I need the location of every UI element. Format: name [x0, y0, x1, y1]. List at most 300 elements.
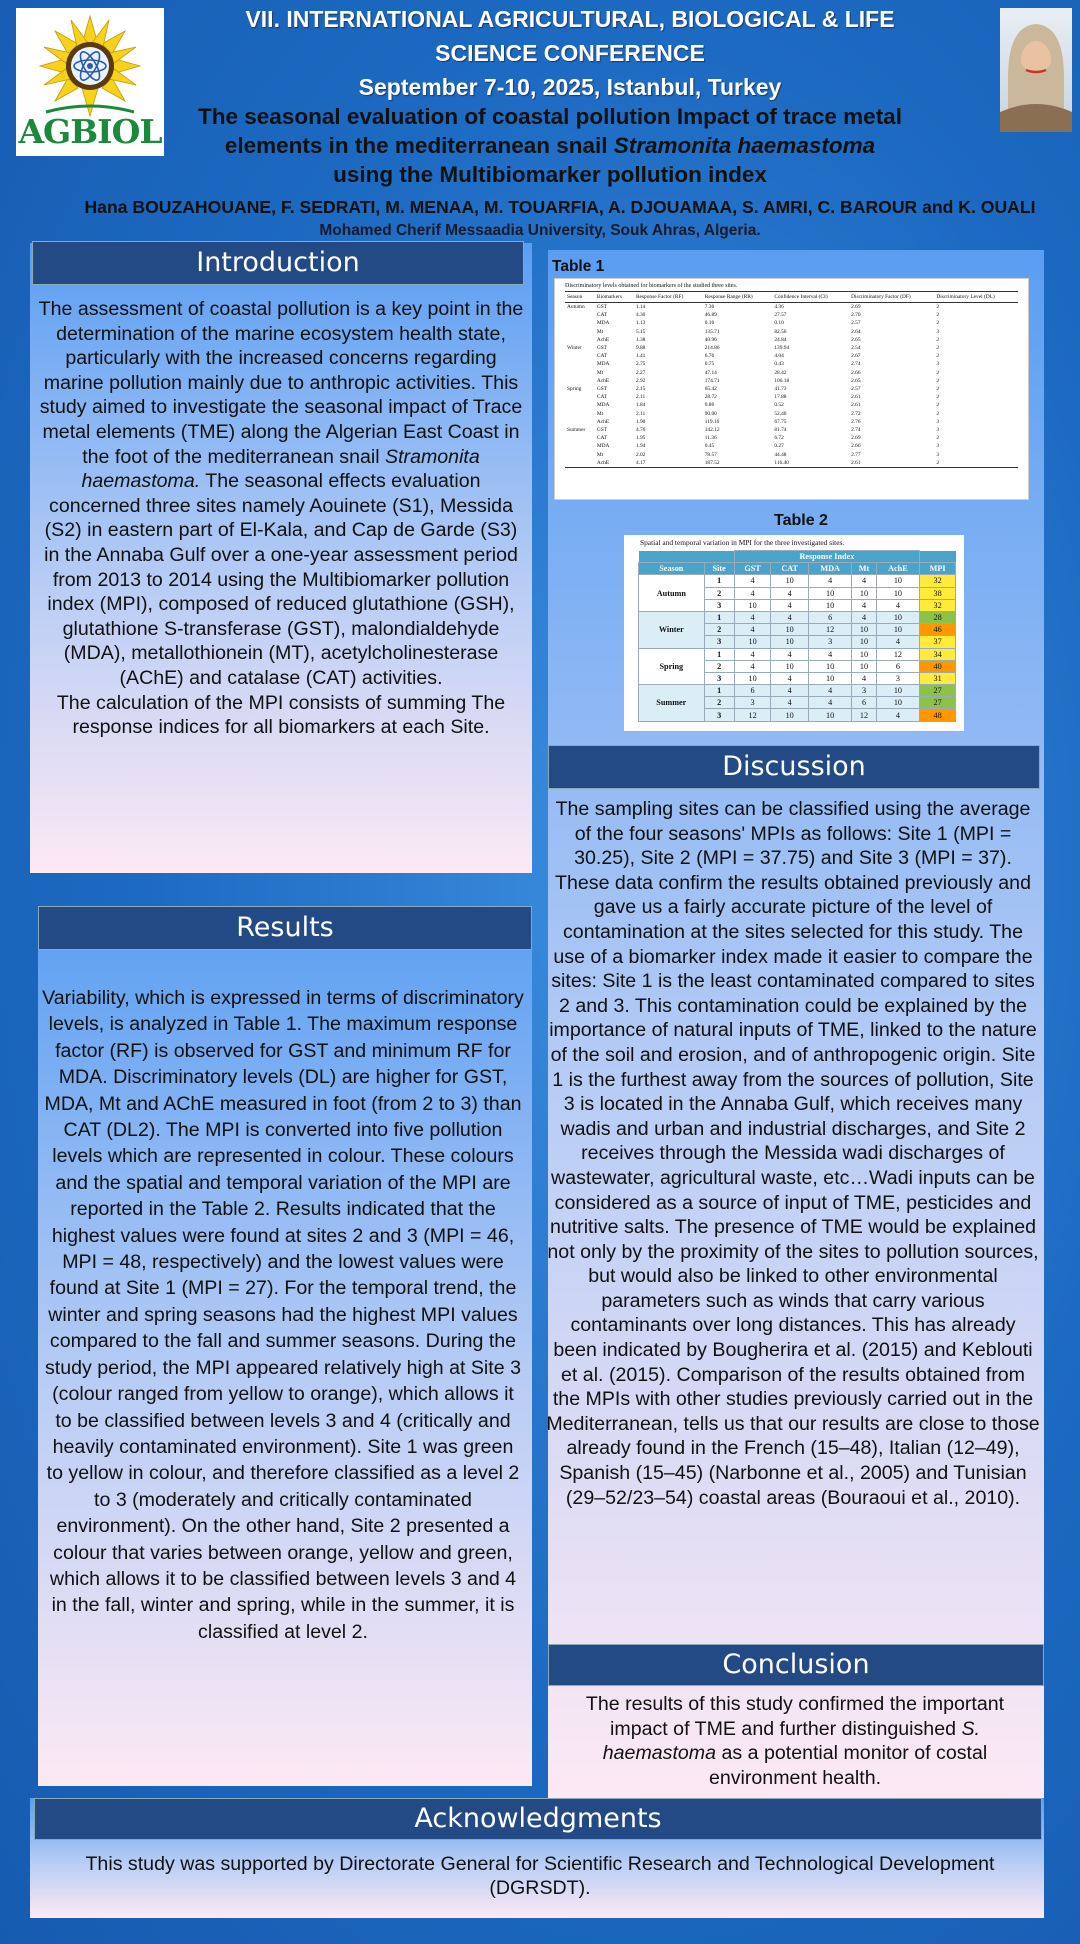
table1-cell: 2.61: [851, 459, 861, 466]
introduction-mpi-text: The calculation of the MPI consists of summing The response indices for all biomarkers at each Site.: [56, 691, 506, 739]
acknowledgments-text: This study was supported by Directorate General for Scientific Research and Technological Development (DGRSDT).: [85, 1853, 995, 1899]
table1-cell: Mt: [596, 328, 604, 335]
table1-cell: 27.57: [774, 312, 787, 319]
table2-col-header: MDA: [808, 563, 852, 575]
table1-cell: 65.42: [704, 386, 717, 393]
table1-cell: 0.86: [704, 402, 715, 409]
table2-cell: 4: [734, 611, 771, 623]
table1-cell: 2.54: [851, 345, 861, 352]
species-name: Stramonita haemastoma.: [81, 445, 480, 493]
table2-cell: 10: [808, 709, 852, 721]
table1-cell: 2: [936, 402, 940, 409]
table1-cell: [565, 319, 595, 327]
table2-site: 3: [704, 599, 734, 611]
table2-site: 3: [704, 636, 734, 648]
table1-col-header: Season: [565, 292, 595, 303]
table2-cell: 10: [771, 575, 808, 587]
table1-cell: [565, 451, 595, 459]
table2-label: Table 2: [774, 512, 828, 529]
introduction-text: [38, 297, 524, 740]
table2-cell: 4: [771, 685, 808, 697]
table1-cell: 2.76: [851, 418, 861, 425]
table2-cell: 10: [876, 575, 920, 587]
table1-cell: Winter: [567, 345, 582, 352]
table1-col-header: Confidence Interval (CI): [772, 292, 849, 303]
table1-cell: Mt: [596, 410, 604, 417]
table1-cell: [565, 459, 595, 468]
table2-cell: 4: [852, 611, 876, 623]
table1-cell: 2.02: [635, 451, 646, 458]
table1-cell: 0.10: [774, 320, 784, 327]
table1-cell: 0.45: [704, 443, 715, 450]
affiliation: Mohamed Cherif Messaadia University, Souk Ahras, Algeria.: [319, 222, 761, 239]
table1-cell: 3: [936, 328, 940, 335]
table2-cell: 4: [771, 697, 808, 709]
discussion-text: The sampling sites can be classified using the average of the four seasons' MPIs as follows: Site 1 (MPI = 30.25), Site 2 (MPI = 37.75) and Site 3 (MPI = 37). These data confirm the results obtained previously and gave us a fairly accurate picture of the level of contamination at the sites selected for this study. The use of a biomarker index made it easier to compare the sites: Site 1 is the least contaminated compared to sites 2 and 3. This contamination could be explained by the importance of natural inputs of TME, linked to the nature of the soil and erosion, and of anthropogenic origin. Site 1 is the furthest away from the sources of pollution, Site 3 is located in the Annaba Gulf, which receives many wadis and urban and industrial discharges, and Site 2 receives through the Messida wadi discharges of wastewater, agricultural waste, etc…Wadi inputs can be considered as a source of input of TME, pesticides and nutritive salts. The presence of TME would be explained not only by the proximity of the sites to pollution sources, but would also be linked to other environmental parameters such as winds that carry various contaminants over long distances. This has already been indicated by Bougherira et al. (2015) and Keblouti et al. (2015). Comparison of the results obtained from the MPIs with other studies previously carried out in the Mediterranean, tells us that our results are close to those already found in the French (15–48), Italian (12–49), Spanish (15–45) (Narbonne et al., 2005) and Tunisian (29–52/23–54) coastal areas (Bouraoui et al., 2010).: [546, 798, 1040, 1509]
table1-cell: 2.66: [851, 443, 861, 450]
table1-cell: 2.61: [851, 394, 861, 401]
table1-col-header: Discriminatory Level (DL): [934, 292, 1018, 303]
table1-cell: 2: [936, 369, 940, 376]
author-photo: [1000, 8, 1072, 132]
table1-cell: 187.52: [704, 459, 720, 466]
table1-cell: 3: [936, 418, 940, 425]
table2-cell: 10: [852, 587, 876, 599]
table2-cell: 10: [734, 672, 771, 684]
table1-cell: 174.71: [704, 377, 720, 384]
table2-cell: 4: [771, 611, 808, 623]
table1-cell: 5.15: [635, 328, 646, 335]
table1-cell: 90.00: [704, 410, 717, 417]
table2-cell: 4: [808, 648, 852, 660]
table2-cell: 4: [808, 697, 852, 709]
table2-caption: Spatial and temporal variation in MPI for the three investigated sites.: [640, 538, 845, 547]
table1: [554, 278, 1029, 500]
table1-cell: 135.71: [704, 328, 720, 335]
results-text: Variability, which is expressed in terms of discriminatory levels, is analyzed in Table 1. The maximum response factor (RF) is observed for GST and minimum RF for MDA. Discriminatory levels (DL) are higher for GST, MDA, Mt and AChE measured in foot (from 2 to 3) than CAT (DL2). The MPI is converted into five pollution levels which are represented in colour. These colours and the spatial and temporal variation of the MPI are reported in the Table 2. Results indicated that the highest values were found at sites 2 and 3 (MPI = 46, MPI = 48, respectively) and the lowest values were found at Site 1 (MPI = 27). For the temporal trend, the winter and spring seasons had the highest MPI values compared to the fall and summer seasons. During the study period, the MPI appeared relatively high at Site 3 (colour ranged from yellow to orange), which allows it to be classified between levels 3 and 4 (critically and heavily contaminated environment). Site 1 was green to yellow in colour, and therefore classified as a level 2 to 3 (moderately and critically contaminated environment). On the other hand, Site 2 presented a colour that varies between orange, yellow and green, which allows it to be classified between levels 3 and 4 in the fall, winter and spring, while in the summer, it is classified at level 2.: [42, 987, 524, 1643]
table1-cell: 1.84: [635, 402, 646, 409]
table2-cell: 10: [771, 624, 808, 636]
table2-group-header: Response Index: [734, 551, 919, 563]
table2-col-header: Season: [639, 563, 705, 575]
table1-row: [565, 319, 1018, 327]
table1-cell: 2.11: [635, 394, 646, 401]
table1-cell: 81.74: [774, 427, 787, 434]
table2-cell: 10: [734, 599, 771, 611]
table2-cell: 10: [808, 587, 852, 599]
table1-cell: 3: [936, 451, 940, 458]
table2-site: 1: [704, 648, 734, 660]
table1-cell: 3: [936, 361, 940, 368]
table1-cell: GST: [596, 427, 608, 434]
table1-cell: [565, 393, 595, 401]
table1-col-header: Response Range (RR): [703, 292, 773, 303]
table1-cell: 2.27: [635, 369, 646, 376]
introduction-heading: Introduction: [32, 241, 524, 285]
table2-cell: 10: [771, 660, 808, 672]
table1-col-header: Biomarkers: [595, 292, 634, 303]
table1-cell: MDA: [596, 361, 610, 368]
table1-row: [565, 344, 1018, 352]
table2-cell: 3: [734, 697, 771, 709]
table2-cell: 3: [876, 672, 920, 684]
table1-cell: AchE: [596, 418, 610, 425]
table1-cell: AchE: [596, 336, 610, 343]
table1-cell: AchE: [596, 459, 610, 466]
table1-cell: 2: [936, 336, 940, 343]
agbiol-logo: [16, 8, 164, 156]
table2-season: Winter: [639, 611, 705, 648]
table1-cell: 2.70: [851, 312, 861, 319]
table1-cell: 2: [936, 459, 940, 466]
table1-cell: MDA: [596, 443, 610, 450]
table2-cell: 4: [734, 648, 771, 660]
table2-site: 1: [704, 575, 734, 587]
table2-col-header: GST: [734, 563, 771, 575]
table1-cell: 2.61: [851, 402, 861, 409]
table1-cell: 119.16: [704, 418, 720, 425]
table1-cell: 2.57: [851, 320, 861, 327]
table1-cell: 4.04: [774, 353, 784, 360]
table1-cell: 2: [936, 320, 940, 327]
table1-cell: 142.12: [704, 427, 720, 434]
table1-cell: 4.36: [774, 304, 784, 310]
logo-text: AGBIOL: [18, 112, 162, 151]
poster-title-line1: The seasonal evaluation of coastal pollution Impact of trace metal: [198, 104, 902, 129]
table2-cell: 4: [734, 575, 771, 587]
table2-cell: 12: [734, 709, 771, 721]
table1-cell: 2: [936, 435, 940, 442]
table2-cell: 10: [808, 672, 852, 684]
table2-cell: 4: [734, 624, 771, 636]
table1-cell: 214.86: [704, 345, 720, 352]
table1-cell: CAT: [596, 435, 608, 442]
table2-cell: 4: [876, 636, 920, 648]
table1-cell: GST: [596, 304, 608, 310]
conclusion-text: [570, 1692, 1020, 1790]
table1-cell: 41.73: [774, 386, 787, 393]
table1-cell: [565, 401, 595, 409]
conclusion-heading: Conclusion: [548, 1644, 1044, 1686]
table1-cell: [565, 377, 595, 385]
introduction-text-part1: The assessment of coastal pollution is a key point in the determination of the marine ecosystem health state, particularly with the increased concerns regarding marine pollution mainly due to anthropic activities. This study aimed to investigate the seasonal impact of Trace metal elements (TME) along the Algerian East Coast in the foot of the mediterranean snail: [38, 298, 524, 468]
table1-caption: Discriminatory levels obtained for biomarkers of the studied three sites.: [565, 283, 738, 289]
discussion-heading: Discussion: [548, 745, 1040, 789]
table2-cell: 10: [852, 648, 876, 660]
conclusion-text-part2: as a potential monitor of costal environment health.: [708, 1742, 988, 1789]
table1-cell: 0.75: [704, 361, 715, 368]
table1-cell: [565, 360, 595, 368]
table1-cell: 2.92: [635, 377, 646, 384]
table1-cell: 1.95: [635, 435, 646, 442]
table2-col-header: Site: [704, 563, 734, 575]
table1-cell: 2: [936, 394, 940, 401]
table1-cell: [565, 311, 595, 319]
table1-cell: 0.52: [774, 402, 784, 409]
table1-cell: GST: [596, 345, 608, 352]
table2-row: [639, 648, 956, 660]
table2-cell: 10: [876, 685, 920, 697]
table1-cell: GST: [596, 386, 608, 393]
table2-cell: 6: [876, 660, 920, 672]
table1-cell: 28.42: [774, 369, 787, 376]
table1-cell: 2.69: [851, 435, 861, 442]
table2-mpi-cell: 27: [920, 697, 956, 709]
table1-cell: 0.16: [704, 320, 715, 327]
table1-cell: 2.15: [635, 386, 646, 393]
table2-mpi-cell: 34: [920, 648, 956, 660]
table1-row: [565, 418, 1018, 426]
table1-cell: 1.38: [635, 336, 646, 343]
table1-cell: 46.89: [704, 312, 717, 319]
table1-cell: 2: [936, 353, 940, 360]
table1-cell: 47.14: [704, 369, 717, 376]
table1-cell: 0.27: [774, 443, 784, 450]
table1-cell: Autumn: [567, 304, 585, 310]
table2-mpi-cell: 37: [920, 636, 956, 648]
table2-cell: 10: [771, 636, 808, 648]
table2-season: Summer: [639, 685, 705, 722]
table1-cell: CAT: [596, 353, 608, 360]
table2-site: 2: [704, 624, 734, 636]
table1-cell: Summer: [567, 427, 586, 434]
introduction-text-part2: The seasonal effects evaluation concerned three sites namely Aouinete (S1), Messida (S2) in eastern part of El-Kala, and Cap de Garde (S3) in the Annaba Gulf over a one-year assessment period from 2013 to 2014 using the Multibiomarker pollution index (MPI), composed of reduced glutathione (GSH), glutathione S-transferase (GST), malondialdehyde (MDA), metallothionein (MT), acetylcholinesterase (AChE) and catalase (CAT) activities.: [44, 470, 518, 689]
table1-cell: 2: [936, 304, 940, 310]
table1-row: [565, 311, 1018, 319]
table1-cell: 1.13: [635, 320, 646, 327]
table1-row: [565, 393, 1018, 401]
table1-cell: 1.90: [635, 418, 646, 425]
table1-cell: 2: [936, 345, 940, 352]
table2-cell: 10: [876, 697, 920, 709]
table2-cell: 10: [808, 599, 852, 611]
table1-cell: 1.14: [635, 304, 646, 310]
conference-name-line1: VII. INTERNATIONAL AGRICULTURAL, BIOLOGICAL & LIFE: [245, 6, 895, 32]
table2-cell: 10: [876, 611, 920, 623]
table1-cell: 2.72: [851, 410, 861, 417]
table1-cell: 6.72: [774, 435, 784, 442]
table1-cell: 9.88: [635, 345, 646, 352]
table2-mpi-cell: 32: [920, 599, 956, 611]
table1-cell: [565, 410, 595, 418]
table1-cell: 1.41: [635, 353, 646, 360]
table1-cell: [565, 418, 595, 426]
table2-cell: 4: [852, 672, 876, 684]
table1-cell: 2.64: [851, 328, 861, 335]
table1-cell: 2.67: [851, 353, 861, 360]
table1-cell: [565, 328, 595, 336]
table2-cell: 10: [852, 660, 876, 672]
table1-row: [565, 369, 1018, 377]
table1-cell: 67.75: [774, 418, 787, 425]
table1-cell: [565, 352, 595, 360]
table2-cell: 4: [852, 575, 876, 587]
table1-cell: 2: [936, 312, 940, 319]
table2-cell: 4: [734, 660, 771, 672]
table2-cell: 12: [808, 624, 852, 636]
table1-cell: 78.57: [704, 451, 717, 458]
conference-name-line2: SCIENCE CONFERENCE: [435, 40, 705, 66]
table1-cell: MDA: [596, 320, 610, 327]
table2-cell: 4: [734, 587, 771, 599]
table1-cell: 40.96: [704, 336, 717, 343]
table1-label: Table 1: [552, 258, 605, 275]
table1-cell: 2: [936, 410, 940, 417]
table2-mpi-cell: 27: [920, 685, 956, 697]
table1-row: [565, 459, 1018, 468]
table1-cell: 2.74: [851, 361, 861, 368]
table1-cell: 11.36: [704, 435, 717, 442]
table2-cell: 12: [852, 709, 876, 721]
table1-cell: 2.66: [851, 369, 861, 376]
table1-cell: CAT: [596, 312, 608, 319]
table1-row: [565, 336, 1018, 344]
table1-row: [565, 401, 1018, 409]
table1-row: [565, 352, 1018, 360]
table1-cell: Spring: [567, 386, 582, 393]
table2-row: [639, 685, 956, 697]
table2-cell: 4: [771, 648, 808, 660]
table2-cell: 6: [808, 611, 852, 623]
table2-cell: 10: [771, 709, 808, 721]
table1-cell: 2.75: [635, 361, 646, 368]
table2-cell: 4: [876, 709, 920, 721]
table2-row: [639, 575, 956, 587]
table1-cell: 2.65: [851, 336, 861, 343]
table2-site: 2: [704, 697, 734, 709]
table1-row: [565, 360, 1018, 368]
table2-cell: 4: [771, 599, 808, 611]
species-name: S. haemastoma: [602, 1717, 980, 1765]
table1-cell: 28.72: [704, 394, 717, 401]
table2-cell: 3: [852, 685, 876, 697]
table1-cell: 2.57: [851, 386, 861, 393]
table2-cell: 4: [771, 587, 808, 599]
conference-date: September 7-10, 2025, Istanbul, Turkey: [358, 74, 782, 100]
table1-cell: [565, 442, 595, 450]
table1-cell: Mt: [596, 369, 604, 376]
table1-row: [565, 434, 1018, 442]
table1-cell: 2.11: [635, 410, 646, 417]
table1-cell: 2.69: [851, 304, 861, 310]
table1-cell: 106.18: [774, 377, 790, 384]
table2-site: 1: [704, 611, 734, 623]
table1-cell: 4.76: [635, 427, 646, 434]
table1-cell: 6.76: [704, 353, 715, 360]
table1-cell: [565, 336, 595, 344]
table2-cell: 3: [808, 636, 852, 648]
table2-mpi-cell: 38: [920, 587, 956, 599]
table2-mpi-cell: 31: [920, 672, 956, 684]
table1-col-header: Discriminatory Factor (DF): [849, 292, 934, 303]
results-heading: Results: [38, 906, 532, 950]
table2-cell: 4: [808, 575, 852, 587]
table1-cell: 82.56: [774, 328, 787, 335]
table1-row: [565, 426, 1018, 434]
table1-row: [565, 410, 1018, 418]
table2: [624, 535, 964, 731]
table1-cell: 17.88: [774, 394, 787, 401]
table1-row: [565, 442, 1018, 450]
table1-cell: 4.17: [635, 459, 646, 466]
table2-cell: 6: [734, 685, 771, 697]
table2-cell: 4: [808, 685, 852, 697]
table2-cell: 4: [852, 599, 876, 611]
table2-cell: 10: [852, 636, 876, 648]
table2-site: 3: [704, 672, 734, 684]
table1-cell: 116.40: [774, 459, 789, 466]
table2-cell: 12: [876, 648, 920, 660]
title-text: elements in the mediterranean snail: [224, 133, 614, 158]
table1-row: [565, 385, 1018, 393]
table1-cell: 3: [936, 443, 940, 450]
table1-cell: 1.94: [635, 443, 646, 450]
table2-cell: 10: [876, 587, 920, 599]
table1-row: [565, 377, 1018, 385]
table2-site: 1: [704, 685, 734, 697]
table2-cell: 10: [852, 624, 876, 636]
table1-cell: AchE: [596, 377, 610, 384]
species-name: Stramonita haemastoma: [613, 133, 876, 158]
table1-cell: 2.77: [851, 451, 861, 458]
table2-cell: 4: [876, 599, 920, 611]
table1-cell: [565, 369, 595, 377]
table2-site: 3: [704, 709, 734, 721]
table1-cell: MDA: [596, 402, 610, 409]
table2-site: 2: [704, 660, 734, 672]
table1-cell: CAT: [596, 394, 608, 401]
table2-col-header: Mt: [852, 563, 876, 575]
table1-cell: 52.46: [774, 410, 787, 417]
table2-cell: 10: [734, 636, 771, 648]
table1-cell: 2: [936, 377, 940, 384]
table2-cell: 10: [876, 624, 920, 636]
table1-cell: 24.84: [774, 336, 787, 343]
table2-cell: 6: [852, 697, 876, 709]
table1-cell: 7.36: [704, 304, 715, 310]
table1-cell: 2: [936, 386, 940, 393]
table1-cell: 2.65: [851, 377, 861, 384]
table1-row: [565, 451, 1018, 459]
table1-col-header: Response Factor (RF): [634, 292, 703, 303]
poster-title-line2: [150, 133, 950, 159]
table2-col-header: AchE: [876, 563, 920, 575]
table2-season: Spring: [639, 648, 705, 685]
table1-cell: 2.74: [851, 427, 861, 434]
table1-cell: 0.43: [774, 361, 784, 368]
table1-cell: 3: [936, 427, 940, 434]
table1-cell: Mt: [596, 451, 604, 458]
table1-row: [565, 328, 1018, 336]
table2-col-header: CAT: [771, 563, 808, 575]
table2-mpi-cell: 48: [920, 709, 956, 721]
table2-mpi-cell: 28: [920, 611, 956, 623]
table2-mpi-cell: 32: [920, 575, 956, 587]
table2-col-header: MPI: [920, 563, 956, 575]
table2-row: [639, 611, 956, 623]
table2-season: Autumn: [639, 575, 705, 612]
table2-site: 2: [704, 587, 734, 599]
table2-mpi-cell: 46: [920, 624, 956, 636]
acknowledgments-heading: Acknowledgments: [34, 1798, 1042, 1840]
table1-row: [565, 303, 1018, 312]
table1-cell: 44.48: [774, 451, 787, 458]
table1-cell: 4.30: [635, 312, 646, 319]
authors: Hana BOUZAHOUANE, F. SEDRATI, M. MENAA, M. TOUARFIA, A. DJOUAMAA, S. AMRI, C. BAROUR and K. OUALI: [84, 197, 1036, 217]
poster-title-line3: using the Multibiomarker pollution index: [333, 162, 767, 187]
table1-cell: [565, 434, 595, 442]
table2-mpi-cell: 40: [920, 660, 956, 672]
